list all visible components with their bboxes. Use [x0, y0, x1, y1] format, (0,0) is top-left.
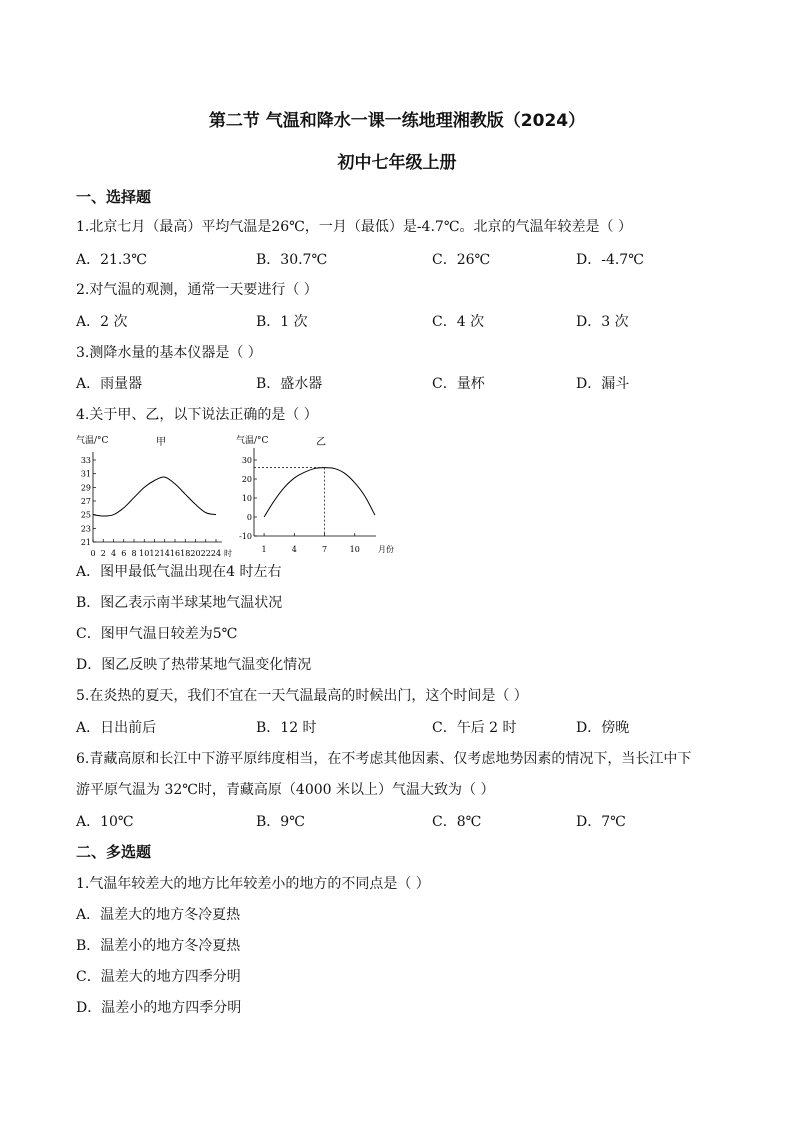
q4-option-b: B．图乙表示南半球某地气温状况	[76, 595, 283, 611]
question-2-stem: 2.对气温的观测，通常一天要进行（ ）	[76, 282, 318, 298]
q3-option-a: A．雨量器	[76, 376, 143, 392]
multi-question-1-stem: 1.气温年较差大的地方比年较差小的地方的不同点是（ ）	[76, 876, 430, 892]
x-tick-label: 4	[110, 549, 117, 558]
q6-option-b: B．9℃	[256, 814, 305, 830]
q6-option-c: C．8℃	[432, 814, 482, 830]
x-tick-label: 7	[321, 545, 328, 554]
q2-option-d: D．3 次	[576, 314, 629, 330]
x-tick-label: 6	[121, 549, 127, 558]
q1-option-a: A．21.3℃	[76, 252, 147, 268]
q2-option-a: A．2 次	[76, 314, 128, 330]
question-3-stem: 3.测降水量的基本仪器是（ ）	[76, 345, 262, 361]
y-axis-label: 气温/°C	[76, 436, 109, 446]
y-axis-label: 气温/°C	[236, 436, 269, 446]
q3-option-c: C．量杯	[432, 376, 485, 392]
x-tick-label: 2	[100, 549, 106, 558]
page-subtitle: 初中七年级上册	[337, 153, 457, 173]
chart-yi	[236, 434, 394, 554]
m1-option-a: A．温差大的地方冬冷夏热	[76, 907, 241, 923]
q3-option-b: B．盛水器	[256, 376, 323, 392]
question-6-stem-line1: 6.青藏高原和长江中下游平原纬度相当，在不考虑其他因素、仅考虑地势因素的情况下，当长江中下	[76, 751, 692, 767]
q5-option-d: D．傍晚	[576, 720, 630, 736]
chart-title: 甲	[156, 437, 166, 448]
q5-option-a: A．日出前后	[76, 720, 157, 736]
m1-option-c: C．温差大的地方四季分明	[76, 969, 241, 985]
y-tick-label: 33	[80, 456, 91, 465]
q6-option-d: D．7℃	[576, 814, 626, 830]
y-tick-label: 25	[80, 510, 91, 520]
y-tick-label: 20	[241, 475, 252, 484]
y-tick-label: 23	[80, 524, 91, 534]
x-tick-label: 16	[169, 549, 181, 558]
q1-option-b: B．30.7℃	[256, 252, 328, 268]
x-tick-label: 0	[90, 549, 96, 558]
x-tick-label: 8	[131, 549, 137, 558]
y-tick-label: 0	[246, 513, 252, 522]
q4-option-c: C．图甲气温日较差为5℃	[76, 626, 238, 642]
q2-option-c: C．4 次	[432, 314, 485, 330]
question-6-stem-line2: 游平原气温为 32℃时，青藏高原（4000 米以上）气温大致为（ ）	[76, 782, 495, 798]
x-tick-label: 12	[149, 549, 160, 558]
y-tick-label: 10	[241, 494, 252, 503]
chart-title: 乙	[316, 437, 326, 448]
q4-option-d: D．图乙反映了热带某地气温变化情况	[76, 657, 312, 673]
page-title: 第二节 气温和降水一课一练地理湘教版（2024）	[208, 111, 586, 131]
x-unit-label: 时	[224, 549, 232, 558]
x-tick-label: 14	[159, 549, 170, 558]
q4-option-a: A．图甲最低气温出现在4 时左右	[76, 564, 282, 580]
y-tick-label: 29	[80, 483, 91, 493]
m1-option-b: B．温差小的地方冬冷夏热	[76, 938, 241, 954]
question-1-stem: 1.北京七月（最高）平均气温是26℃，一月（最低）是-4.7℃。北京的气温年较差是（ ）	[76, 219, 632, 235]
y-tick-label: 21	[80, 538, 91, 547]
x-tick-label: 4	[291, 545, 297, 554]
q5-option-b: B．12 时	[256, 720, 317, 736]
q4-figures	[76, 432, 396, 558]
x-tick-label: 20	[190, 549, 201, 558]
q2-option-b: B．1 次	[256, 314, 308, 330]
x-tick-label: 10	[139, 549, 150, 558]
q5-option-c: C．午后 2 时	[432, 720, 517, 736]
x-tick-label: 10	[349, 545, 360, 554]
q3-option-d: D．漏斗	[576, 376, 630, 392]
y-tick-label: 30	[241, 456, 252, 465]
x-tick-label: 18	[180, 549, 191, 558]
question-4-stem: 4.关于甲、乙，以下说法正确的是（ ）	[76, 407, 318, 423]
y-tick-label: 27	[80, 497, 91, 506]
x-unit-label: 月份	[378, 545, 394, 554]
question-5-stem: 5.在炎热的夏天，我们不宜在一天气温最高的时候出门，这个时间是（ ）	[76, 688, 528, 704]
series-line	[93, 477, 216, 516]
y-tick-label: 31	[80, 469, 91, 479]
x-tick-label: 24	[210, 549, 222, 558]
x-tick-label: 22	[200, 549, 211, 558]
q6-option-a: A．10℃	[76, 814, 134, 830]
x-tick-label: 1	[261, 545, 267, 554]
m1-option-d: D．温差小的地方四季分明	[76, 1000, 242, 1016]
chart-jia	[76, 434, 232, 558]
series-line	[264, 468, 375, 517]
y-tick-label: -10	[239, 532, 252, 541]
q1-option-c: C．26℃	[432, 252, 491, 268]
q1-option-d: D．-4.7℃	[576, 252, 644, 268]
section-multi-choice: 二、多选题	[76, 843, 152, 861]
section-single-choice: 一、选择题	[76, 188, 152, 206]
